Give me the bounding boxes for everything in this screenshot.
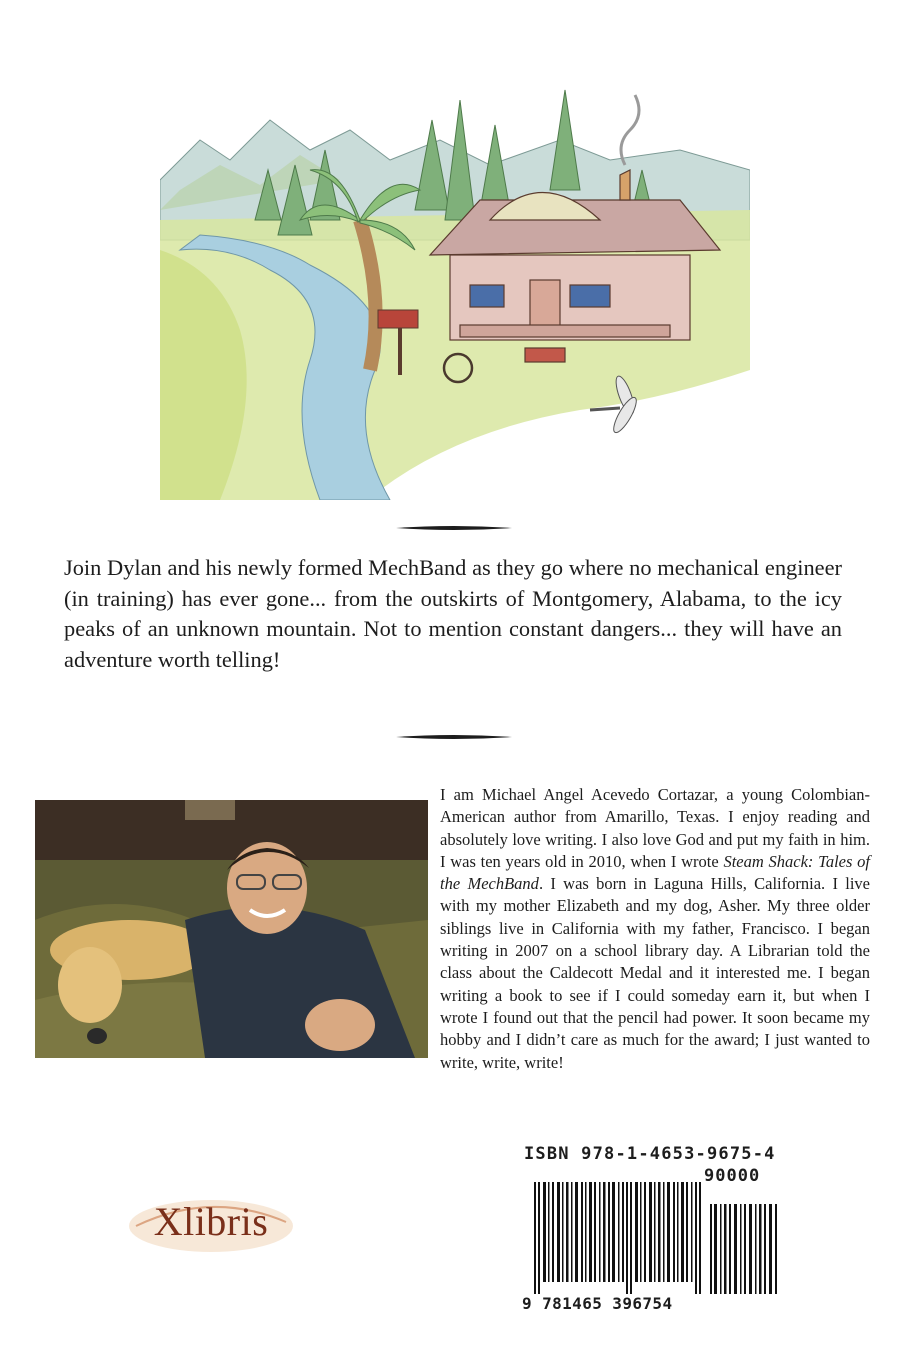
publisher-logo — [126, 1192, 296, 1256]
isbn-label: ISBN 978-1-4653-9675-4 — [524, 1144, 776, 1164]
author-bio-text: . I was born in Laguna Hills, California. I live with my mother Elizabeth and my dog, Asher. My three older siblings live in California with my father, Francisco. I began writing in 2007 on a school library day. A Librarian told the class about the Caldecott Medal and it interested me. I began writing a book to see if I could someday earn it, but when I wrote I found out that the pencil had power. It soon became my hobby and I didn’t care as much for the award; I just wanted to write, write, write! — [440, 874, 870, 1072]
cover-illustration — [160, 70, 750, 500]
barcode — [534, 1168, 784, 1298]
price-code: 90000 — [704, 1166, 761, 1186]
book-blurb: Join Dylan and his newly formed MechBand as they go where no mechanical engineer (in training) has ever gone... from the outskirts of Montgomery, Alabama, to the icy peaks of an unknown mountain. Not to mention constant dangers... they will have an adventure worth telling! — [64, 555, 842, 672]
isbn-barcode-block — [520, 1144, 782, 1314]
author-bio-text: I am Michael Angel Acevedo Cortazar, a young Colombian-American author from Amarillo, Texas. I enjoy reading and absolutely love writing. I also love God and put my faith in him. I was ten years old in 2010, when I wrote — [440, 785, 870, 871]
ornament-divider — [396, 524, 512, 532]
barcode-number: 9 781465 396754 — [522, 1294, 673, 1313]
book-title: Steam Shack: Tales of the MechBand — [440, 851, 870, 894]
publisher-name: Xlibris — [153, 1199, 269, 1244]
ornament-divider — [396, 733, 512, 741]
author-bio — [35, 784, 870, 1074]
